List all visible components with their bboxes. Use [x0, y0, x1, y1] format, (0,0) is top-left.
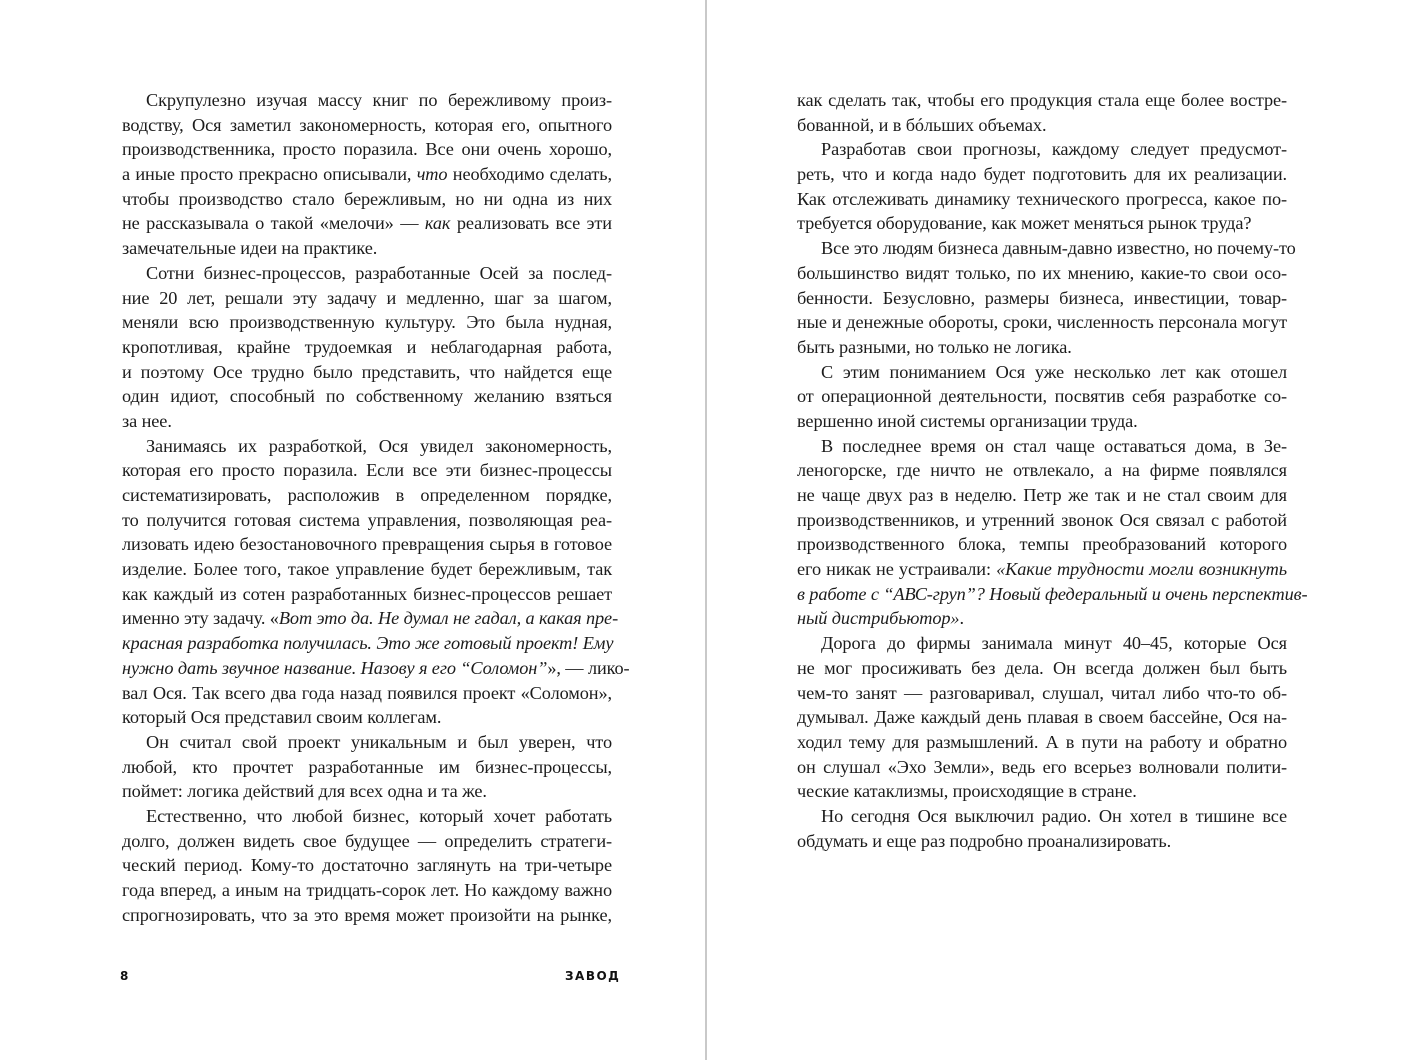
text-segment: ходил тему для размышлений. А в пути на работу и обратно	[797, 731, 1287, 752]
text-segment: он слушал «Эхо Земли», ведь его всерьез волновали полити-	[797, 756, 1287, 777]
text-segment: ные и денежные обороты, сроки, численность персонала могут	[797, 312, 1287, 333]
text-line	[122, 384, 612, 409]
left-page-body-text	[122, 88, 630, 927]
text-segment: замечательные идеи на практике.	[122, 238, 378, 259]
text-line	[122, 458, 612, 483]
text-line	[122, 286, 612, 311]
text-line	[122, 681, 612, 706]
text-line	[797, 434, 1287, 459]
text-line	[122, 755, 612, 780]
italic-text-segment: в работе с “АВС-груп”? Новый федеральный и очень перспектив-	[797, 583, 1308, 604]
text-segment: за нее.	[122, 410, 172, 431]
text-segment: долго, должен видеть свое будущее — определить стратеги-	[122, 830, 612, 851]
text-segment: Занимаясь их разработкой, Ося увидел закономерность,	[146, 435, 612, 456]
text-segment: Дорога до фирмы занимала минут 40–45, которые Ося	[821, 633, 1287, 654]
text-line	[797, 137, 1287, 162]
text-segment: ческий период. Кому-то достаточно заглянуть на три-четыре	[122, 855, 612, 876]
text-line	[797, 88, 1287, 113]
text-segment: чем-то занят — разговаривал, слушал, читал либо что-то об-	[797, 682, 1287, 703]
italic-text-segment: ный дистрибьютор»	[797, 608, 960, 629]
text-line	[122, 631, 612, 656]
text-line	[797, 162, 1287, 187]
text-line	[122, 804, 612, 829]
text-line	[122, 606, 619, 631]
text-segment: именно эту задачу. «	[122, 608, 279, 629]
text-segment: не чаще двух раз в неделю. Петр же так и не стал своим для	[797, 485, 1287, 505]
text-segment: не рассказывала о такой «мелочи» —	[122, 213, 425, 234]
italic-text-segment: Вот это да. Не думал не гадал, а какая пре-	[278, 608, 619, 629]
text-line	[122, 483, 612, 508]
text-segment: лизовать идею безостановочного превращения сырья в готовое	[122, 534, 612, 555]
text-line	[797, 631, 1287, 656]
text-line	[122, 360, 612, 385]
text-line	[797, 755, 1287, 780]
text-line	[797, 384, 1287, 409]
text-segment: вал Ося. Так всего два года назад появился проект «Соломон»,	[122, 682, 612, 703]
text-segment: реть, что и когда надо будет подготовить для их реализации.	[797, 164, 1287, 185]
text-line	[122, 582, 612, 607]
text-line	[122, 261, 612, 286]
text-segment: поймет: логика действий для всех одна и та же.	[122, 781, 487, 802]
text-line	[797, 730, 1287, 755]
text-segment: Скрупулезно изучая массу книг по бережливому произ-	[146, 90, 612, 110]
text-line	[797, 211, 1287, 236]
text-segment: не мог просиживать без дела. Он всегда должен был быть	[797, 657, 1287, 678]
text-segment: вершенно иной системы организации труда.	[797, 410, 1138, 431]
text-segment: .	[959, 608, 964, 629]
text-line	[797, 483, 1287, 508]
text-line	[797, 261, 1287, 286]
text-segment: Разработав свои прогнозы, каждому следует предусмот-	[821, 139, 1287, 160]
text-segment: изделие. Более того, такое управление будет бережливым, так	[122, 559, 612, 580]
text-line	[122, 113, 612, 138]
text-line	[122, 409, 612, 434]
text-segment: которая его просто поразила. Если все эти бизнес-процессы	[122, 460, 612, 481]
italic-text-segment: что	[416, 164, 448, 185]
text-line	[122, 903, 612, 928]
text-line	[797, 606, 1287, 631]
running-title: ЗАВОД	[565, 969, 621, 983]
text-line	[122, 878, 612, 903]
text-line	[122, 557, 612, 582]
text-line	[797, 360, 1287, 385]
text-segment: один идиот, способный по собственному желанию взяться	[122, 386, 612, 407]
text-segment: бенности. Безусловно, размеры бизнеса, инвестиции, товар-	[797, 287, 1287, 308]
italic-text-segment: нужно дать звучное название. Назову я его “Соломон”	[122, 657, 548, 678]
text-segment: его никак не устраивали:	[797, 559, 997, 580]
text-segment: Как отслеживать динамику технического прогресса, какое по-	[797, 188, 1287, 209]
text-segment: реализовать все эти	[450, 213, 612, 234]
text-segment: а иные просто прекрасно описывали,	[122, 164, 417, 185]
text-line	[122, 211, 612, 236]
text-line	[797, 656, 1287, 681]
text-segment: Но сегодня Ося выключил радио. Он хотел в тишине все	[821, 805, 1287, 826]
text-line	[797, 187, 1287, 212]
text-segment: думывал. Даже каждый день плавая в своем бассейне, Ося на-	[797, 707, 1287, 728]
text-line	[797, 286, 1287, 311]
page-gutter	[705, 0, 707, 1060]
text-segment: как сделать так, чтобы его продукция стала еще более востре-	[797, 90, 1287, 110]
text-line	[122, 335, 612, 360]
left-page	[122, 88, 630, 927]
text-line	[797, 113, 1287, 138]
text-segment: водству, Ося заметил закономерность, которая его, опытного	[122, 114, 612, 135]
text-line	[122, 705, 612, 730]
text-line	[797, 779, 1287, 804]
text-segment: обдумать и еще раз подробно проанализировать.	[797, 830, 1172, 851]
text-segment: ние 20 лет, решали эту задачу и медленно, шаг за шагом,	[122, 287, 612, 308]
text-line	[797, 557, 1287, 582]
right-page	[797, 88, 1308, 853]
text-segment: производственного блока, темпы преобразований которого	[797, 534, 1287, 555]
text-line	[122, 730, 612, 755]
italic-text-segment: красная разработка получилась. Это же готовый проект! Ему	[122, 633, 614, 654]
text-segment: Все это людям бизнеса давным-давно известно, но почему-то	[821, 238, 1296, 259]
text-line	[797, 409, 1287, 434]
text-segment: ческие катаклизмы, происходящие в стране.	[797, 781, 1137, 802]
text-line	[797, 532, 1287, 557]
text-segment: леногорске, где ничто не отвлекало, а на фирме появлялся	[797, 460, 1287, 481]
text-segment: В последнее время он стал чаще оставаться дома, в Зе-	[821, 435, 1287, 456]
text-line	[122, 656, 630, 681]
text-segment: который Ося представил своим коллегам.	[122, 707, 442, 728]
text-line	[122, 88, 612, 113]
text-segment: Естественно, что любой бизнес, который хочет работать	[146, 805, 612, 826]
text-line	[122, 137, 612, 162]
text-segment: то получится готовая система управления, позволяющая реа-	[122, 509, 612, 530]
text-segment: Сотни бизнес-процессов, разработанные Осей за послед-	[146, 262, 612, 283]
text-segment: кропотливая, крайне трудоемкая и неблагодарная работа,	[122, 336, 612, 357]
text-line	[122, 532, 612, 557]
text-segment: Он считал свой проект уникальным и был уверен, что	[146, 731, 612, 752]
text-line	[797, 335, 1287, 360]
text-segment: чтобы производство стало бережливым, но ни одна из них	[122, 188, 612, 209]
text-segment: спрогнозировать, что за это время может произойти на рынке,	[122, 904, 612, 925]
text-line	[797, 508, 1287, 533]
text-segment: », — лико-	[547, 657, 630, 678]
text-line	[122, 434, 612, 459]
text-segment: производственника, просто поразила. Все они очень хорошо,	[122, 139, 612, 160]
italic-text-segment: как	[424, 213, 451, 234]
text-segment: и поэтому Осе трудно было представить, что найдется еще	[122, 361, 612, 382]
text-line	[797, 804, 1287, 829]
text-segment: бованной, и в бóльших объемах.	[797, 114, 1047, 135]
text-line	[797, 705, 1287, 730]
text-line	[122, 779, 612, 804]
text-segment: года вперед, а иным на тридцать-сорок лет. Но каждому важно	[122, 880, 612, 900]
text-segment: как каждый из сотен разработанных бизнес-процессов решает	[122, 583, 612, 604]
text-line	[122, 187, 612, 212]
text-segment: от операционной деятельности, посвятив себя разработке со-	[797, 386, 1287, 407]
text-line	[122, 829, 612, 854]
text-segment: систематизировать, расположив в определенном порядке,	[122, 485, 612, 505]
text-segment: любой, кто прочтет разработанные им бизнес-процессы,	[122, 756, 612, 777]
text-segment: меняли всю производственную культуру. Это была нудная,	[122, 312, 612, 333]
text-line	[797, 236, 1296, 261]
text-segment: быть разными, но только не логика.	[797, 336, 1072, 357]
text-line	[797, 829, 1287, 854]
text-line	[797, 582, 1308, 607]
text-segment: С этим пониманием Ося уже несколько лет как отошел	[821, 361, 1287, 382]
text-line	[797, 681, 1287, 706]
text-line	[797, 310, 1287, 335]
text-line	[122, 310, 612, 335]
right-page-body-text	[797, 88, 1308, 853]
text-segment: требуется оборудование, как может меняться рынок труда?	[797, 213, 1252, 234]
text-line	[797, 458, 1287, 483]
text-segment: большинство видят только, по их мнению, какие-то свои осо-	[797, 262, 1287, 283]
text-line	[122, 162, 612, 187]
text-line	[122, 853, 612, 878]
text-segment: производственников, и утренний звонок Ося связал с работой	[797, 509, 1287, 530]
text-line	[122, 236, 612, 261]
text-segment: необходимо сделать,	[447, 164, 612, 185]
italic-text-segment: «Какие трудности могли возникнуть	[996, 559, 1287, 580]
text-line	[122, 508, 612, 533]
page-number: 8	[120, 969, 130, 983]
